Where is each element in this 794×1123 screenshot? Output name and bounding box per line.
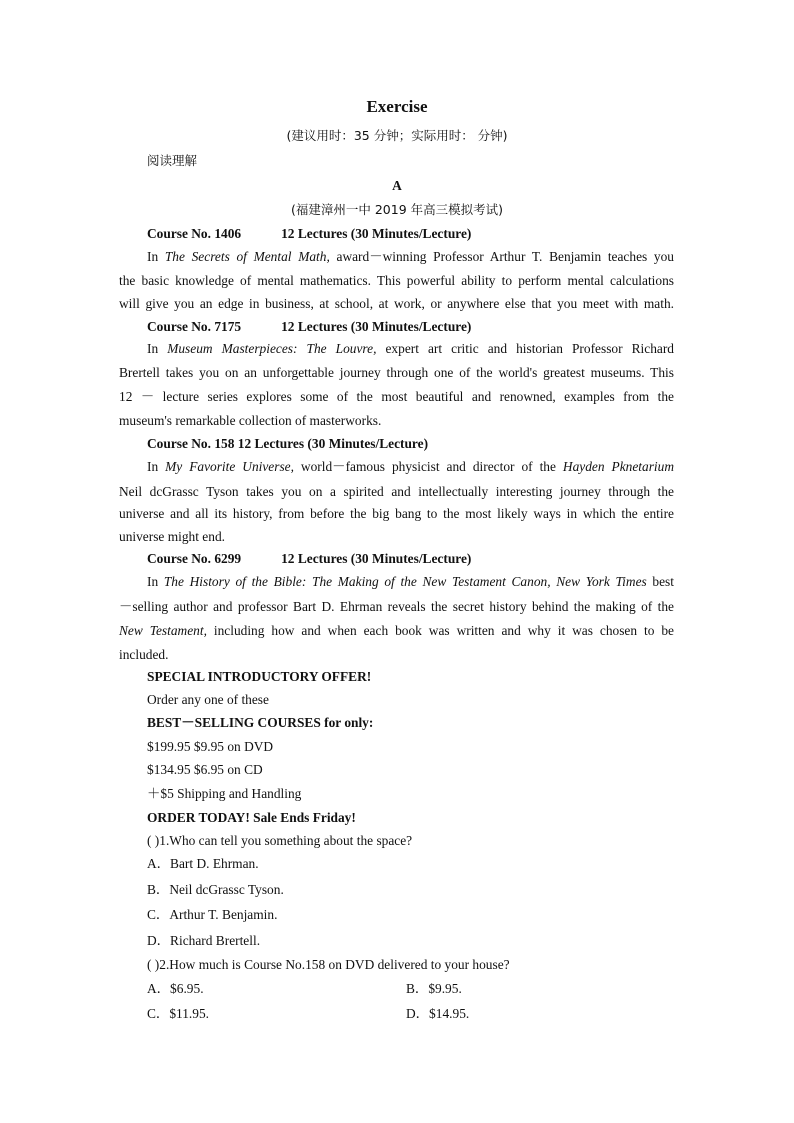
answer-option[interactable]: C．$11.95. — [147, 1006, 209, 1021]
answer-option[interactable]: C．Arthur T. Benjamin. — [147, 907, 278, 922]
course-lectures: 12 Lectures (30 Minutes/Lecture) — [281, 319, 472, 334]
course-heading — [147, 550, 471, 568]
page-title: Exercise — [366, 97, 428, 116]
course-lectures: 12 Lectures (30 Minutes/Lecture) — [281, 551, 472, 566]
course-text-line: In The History of the Bible: The Making of the New Testament Canon, New York Times best — [147, 574, 674, 589]
course-text-line: Brertell takes you on an unforgettable journey through one of the world's greatest museums. This — [119, 365, 674, 380]
question-stem: ( )1.Who can tell you something about the space? — [147, 833, 413, 848]
course-number: Course No. 7175 — [147, 319, 242, 334]
course-text-line: universe might end. — [119, 529, 225, 544]
offer-price-dvd: $199.95 $9.95 on DVD — [147, 739, 274, 754]
offer-line: BEST－SELLING COURSES for only: — [147, 715, 374, 730]
course-text-line: 12 － lecture series explores some of the most beautiful and renowned, examples from the — [119, 389, 674, 404]
course-text-line: will give you an edge in business, at school, at work, or anywhere else that you meet with math. — [119, 296, 674, 311]
course-number: Course No. 6299 — [147, 551, 242, 566]
answer-option[interactable]: D．Richard Brertell. — [147, 933, 261, 948]
question-stem: ( )2.How much is Course No.158 on DVD delivered to your house? — [147, 957, 510, 972]
course-text-line: the basic knowledge of mental mathematics. This powerful ability to perform mental calculations — [119, 273, 674, 288]
course-heading — [147, 225, 471, 243]
passage-letter: A — [392, 178, 402, 193]
offer-order: ORDER TODAY! Sale Ends Friday! — [147, 810, 356, 825]
course-text-line: Neil dcGrassc Tyson takes you on a spirited and intellectually interesting journey through the — [119, 484, 674, 499]
course-heading — [147, 318, 471, 336]
course-number: Course No. 1406 — [147, 226, 242, 241]
course-heading: Course No. 158 12 Lectures (30 Minutes/Lecture) — [147, 436, 429, 451]
offer-line: Order any one of these — [147, 692, 269, 707]
course-lectures: 12 Lectures (30 Minutes/Lecture) — [281, 226, 472, 241]
course-text-line: included. — [119, 647, 169, 662]
offer-heading: SPECIAL INTRODUCTORY OFFER! — [147, 669, 372, 684]
course-text-line: In My Favorite Universe, world－famous physicist and director of the Hayden Pknetarium — [147, 459, 674, 474]
answer-option[interactable]: A．$6.95. — [147, 981, 204, 996]
offer-price-cd: $134.95 $6.95 on CD — [147, 762, 263, 777]
answer-option[interactable]: A．Bart D. Ehrman. — [147, 856, 259, 871]
course-text-line: －selling author and professor Bart D. Ehrman reveals the secret history behind the making of the — [119, 599, 674, 614]
answer-option[interactable]: B．Neil dcGrassc Tyson. — [147, 882, 284, 897]
course-text-line: In Museum Masterpieces: The Louvre, expert art critic and historian Professor Richard — [147, 341, 674, 356]
answer-option[interactable]: D．$14.95. — [406, 1006, 470, 1021]
answer-option[interactable]: B．$9.95. — [406, 981, 462, 996]
section-label: 阅读理解 — [147, 153, 198, 168]
course-text-line: In The Secrets of Mental Math, award－winning Professor Arthur T. Benjamin teaches you — [147, 249, 674, 264]
course-text-line: museum's remarkable collection of masterworks. — [119, 413, 382, 428]
time-note: (建议用时：35 分钟；实际用时： 分钟) — [286, 128, 508, 143]
passage-source: (福建漳州一中 2019 年高三模拟考试) — [290, 202, 503, 217]
course-text-line: New Testament, including how and when each book was written and why it was chosen to be — [119, 623, 674, 638]
offer-shipping: ＋$5 Shipping and Handling — [147, 786, 302, 801]
course-text-line: universe and all its history, from before the big bang to the most likely ways in which the entire — [119, 506, 674, 521]
